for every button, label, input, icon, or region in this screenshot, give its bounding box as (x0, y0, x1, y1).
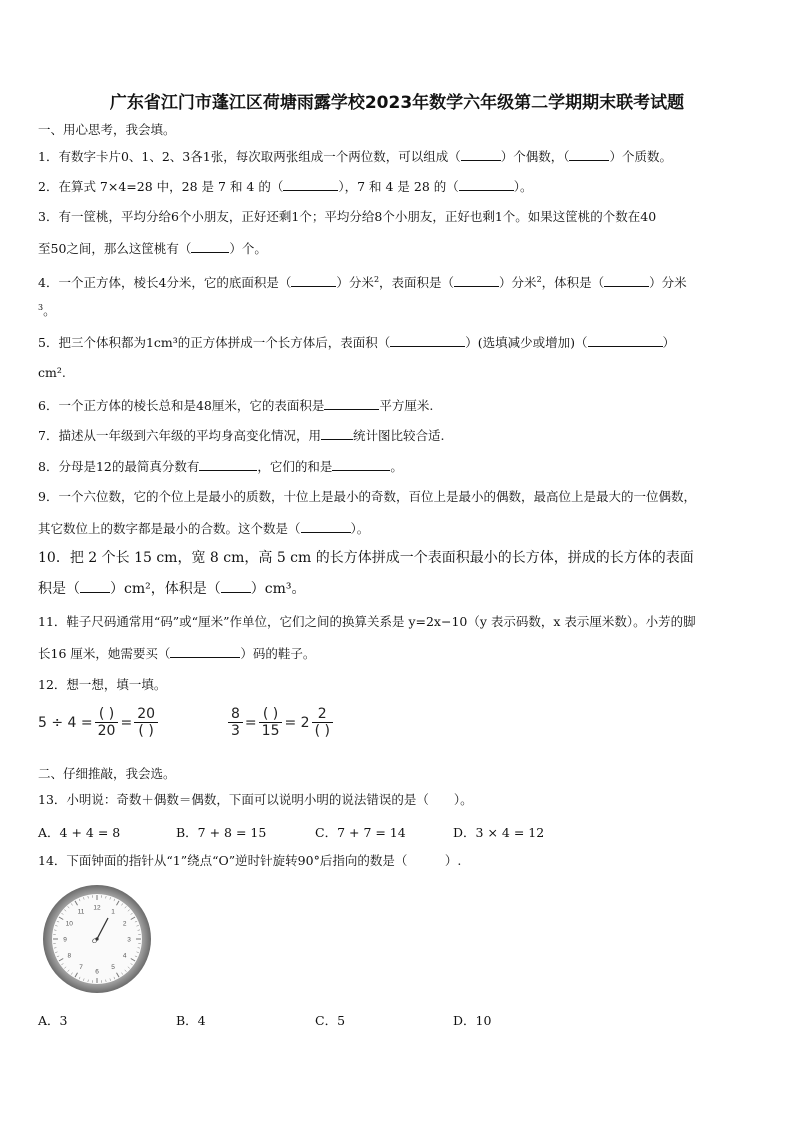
question-9-line-2 (38, 520, 758, 537)
page-title: 广东省江门市蓬江区荷塘雨露学校2023年数学六年级第二学期期末联考试题 (109, 93, 685, 113)
q6-text-a: 6．一个正方体的棱长总和是48厘米，它的表面积是 (38, 398, 325, 413)
q14-option-b[interactable]: B．4 (176, 1013, 206, 1028)
q12-m2-equals-1: = (244, 714, 257, 731)
clock-number: 1 (111, 908, 115, 916)
q4-sup-2: 2 (536, 275, 542, 284)
q2-text-a: 2．在算式 7×4=28 中，28 是 7 和 4 的（ (38, 179, 284, 194)
question-14: 14．下面钟面的指针从“1”绕点“O”逆时针旋转90°后指向的数是（ ）. (38, 853, 462, 868)
q12-expression-2 (226, 706, 335, 739)
q8-text-b: ，它们的和是 (257, 459, 333, 474)
q12-m2-f2-denominator: 15 (261, 723, 280, 739)
clock-number: 11 (77, 908, 85, 916)
q13-option-d[interactable]: D．3 × 4 = 12 (453, 825, 545, 840)
question-4-line-2 (38, 300, 758, 319)
q4-blank-2[interactable] (454, 274, 499, 287)
section-2-heading: 二、仔细推敲，我会选。 (38, 766, 176, 781)
q5-blank-1[interactable] (390, 334, 465, 347)
question-3-line-1: 3．有一筐桃，平均分给6个小朋友，正好还剩1个；平均分给8个小朋友，正好也剩1个。如果这筐桃的个数在40 (38, 209, 657, 224)
clock-number: 4 (122, 952, 127, 960)
q7-text-b: 统计图比较合适. (352, 428, 445, 443)
q9-text-a: 其它数位上的数字都是最小的合数。这个数是（ (38, 521, 301, 536)
q2-text-b: ），7 和 4 是 28 的（ (338, 179, 459, 194)
q4-end: 。 (43, 303, 56, 319)
question-8 (38, 458, 758, 475)
q12-m2-fraction-2 (259, 706, 283, 739)
q1-text-b: ）个偶数，（ (500, 149, 570, 164)
clock-number: 9 (63, 936, 67, 944)
q11-blank[interactable] (170, 645, 240, 658)
q12-m1-f1-denominator: 20 (97, 723, 116, 739)
q1-text-c: ）个质数。 (609, 149, 672, 164)
question-3-line-2 (38, 240, 758, 257)
q13-option-c[interactable]: C．7 + 7 = 14 (315, 825, 406, 840)
q1-text-a: 1．有数字卡片0、1、2、3各1张，每次取两张组成一个两位数，可以组成（ (38, 149, 461, 164)
question-11-line-1: 11．鞋子尺码通常用“码”或“厘米”作单位，它们之间的换算关系是 y=2x−10（y 表示码数，x 表示厘米数）。小芳的脚 (38, 614, 696, 629)
q8-blank-2[interactable] (332, 458, 390, 471)
q8-blank-1[interactable] (199, 458, 257, 471)
question-4 (38, 272, 758, 291)
question-7 (38, 427, 758, 444)
q1-blank-1[interactable] (461, 148, 501, 161)
q13-option-a[interactable]: A．4 + 4 = 8 (38, 825, 121, 840)
q9-blank[interactable] (301, 520, 351, 533)
q3-text-a: 至50之间，那么这筐桃有（ (38, 241, 192, 256)
q12-m2-f1-numerator: 8 (228, 706, 243, 723)
q12-m2-f3-denominator[interactable]: ( ) (314, 723, 330, 739)
q1-blank-2[interactable] (569, 148, 609, 161)
q2-text-c: ）。 (513, 179, 533, 194)
q4-text-f: ）分米 (649, 275, 687, 291)
q5-text-b: ）(选填减少或增加)（ (465, 335, 588, 350)
q3-blank[interactable] (191, 240, 229, 253)
clock-face (41, 883, 153, 995)
q6-text-b: 平方厘米. (379, 398, 434, 413)
question-12: 12．想一想，填一填。 (38, 677, 167, 692)
q12-m2-f2-numerator[interactable]: ( ) (259, 706, 283, 723)
q12-m2-f1-denominator: 3 (231, 723, 240, 739)
question-5 (38, 334, 758, 351)
q12-m1-f2-denominator[interactable]: ( ) (138, 723, 154, 739)
q14-option-c[interactable]: C．5 (315, 1013, 346, 1028)
question-11-line-2 (38, 645, 758, 662)
q10-blank-1[interactable] (80, 580, 110, 593)
q12-m1-f1-numerator[interactable]: ( ) (95, 706, 119, 723)
question-13: 13．小明说：奇数＋偶数＝偶数，下面可以说明小明的说法错误的是（ ）。 (38, 792, 473, 807)
question-5-line-2: cm². (38, 365, 66, 380)
q4-text-d: ）分米 (499, 275, 537, 291)
clock-number: 5 (111, 964, 115, 972)
q7-blank[interactable] (321, 427, 353, 440)
q14-option-d[interactable]: D．10 (453, 1013, 492, 1028)
q4-text-c: ，表面积是（ (379, 275, 455, 291)
clock-number: 3 (127, 936, 131, 944)
q4-blank-3[interactable] (604, 274, 649, 287)
q12-m1-fraction-2 (134, 706, 158, 739)
q12-m2-fraction-1 (228, 706, 243, 739)
question-1 (38, 148, 758, 165)
q10-blank-2[interactable] (221, 580, 251, 593)
question-10-line-1: 10．把 2 个长 15 cm，宽 8 cm，高 5 cm 的长方体拼成一个表面积最小的长方体，拼成的长方体的表面 (38, 550, 694, 566)
question-9-line-1: 9．一个六位数，它的个位上是最小的质数，十位上是最小的奇数，百位上是最小的偶数，最高位上是最大的一位偶数， (38, 489, 696, 504)
q12-m2-equals-2: = 2 (284, 714, 310, 731)
q4-sup-1: 2 (373, 275, 380, 284)
q12-m1-left: 5 ÷ 4 = (38, 714, 93, 731)
q5-text-c: ） (662, 335, 676, 350)
clock-number: 10 (65, 920, 73, 928)
clock-number: 2 (122, 920, 127, 928)
q3-text-b: ）个。 (229, 241, 267, 256)
q8-text-c: 。 (390, 459, 403, 474)
q5-text-a: 5．把三个体积都为1cm³的正方体拼成一个长方体后，表面积（ (38, 335, 391, 350)
clock-number: 12 (93, 904, 101, 912)
q4-text-a: 4．一个正方体，棱长4分米，它的底面积是（ (38, 275, 292, 291)
q2-blank-1[interactable] (283, 178, 338, 191)
question-2 (38, 178, 758, 195)
q12-m1-equals: = (120, 714, 133, 731)
q14-option-a[interactable]: A．3 (38, 1013, 68, 1028)
q12-expression-1 (38, 706, 160, 739)
q9-text-b: ）。 (350, 521, 370, 536)
clock-number: 7 (79, 964, 83, 972)
q12-m1-fraction-1 (95, 706, 119, 739)
clock-number: 8 (67, 952, 72, 960)
q10-text-b: ）cm²，体积是（ (110, 581, 221, 597)
q12-m2-fraction-3 (312, 706, 333, 739)
q4-blank-1[interactable] (291, 274, 336, 287)
q13-option-b[interactable]: B．7 + 8 = 15 (176, 825, 267, 840)
q6-blank[interactable] (324, 397, 379, 410)
question-10-line-2 (38, 580, 758, 597)
question-6 (38, 397, 758, 414)
q4-sup-3: 3 (38, 303, 44, 312)
clock-center-label: O (92, 938, 98, 945)
q4-text-b: ）分米 (336, 275, 374, 291)
q8-text-a: 8．分母是12的最简真分数有 (38, 459, 200, 474)
q10-text-a: 积是（ (38, 581, 80, 597)
q5-blank-2[interactable] (588, 334, 663, 347)
q2-blank-2[interactable] (459, 178, 514, 191)
q12-m2-f3-numerator: 2 (312, 706, 333, 723)
q11-text-a: 长16 厘米，她需要买（ (38, 646, 171, 661)
q10-text-c: ）cm³。 (250, 581, 306, 597)
clock-number: 6 (95, 968, 99, 976)
q11-text-b: ）码的鞋子。 (240, 646, 316, 661)
q12-m1-f2-numerator: 20 (134, 706, 158, 723)
q7-text-a: 7．描述从一年级到六年级的平均身高变化情况，用 (38, 428, 321, 443)
q4-text-e: ，体积是（ (541, 275, 605, 291)
section-1-heading: 一、用心思考，我会填。 (38, 122, 176, 137)
